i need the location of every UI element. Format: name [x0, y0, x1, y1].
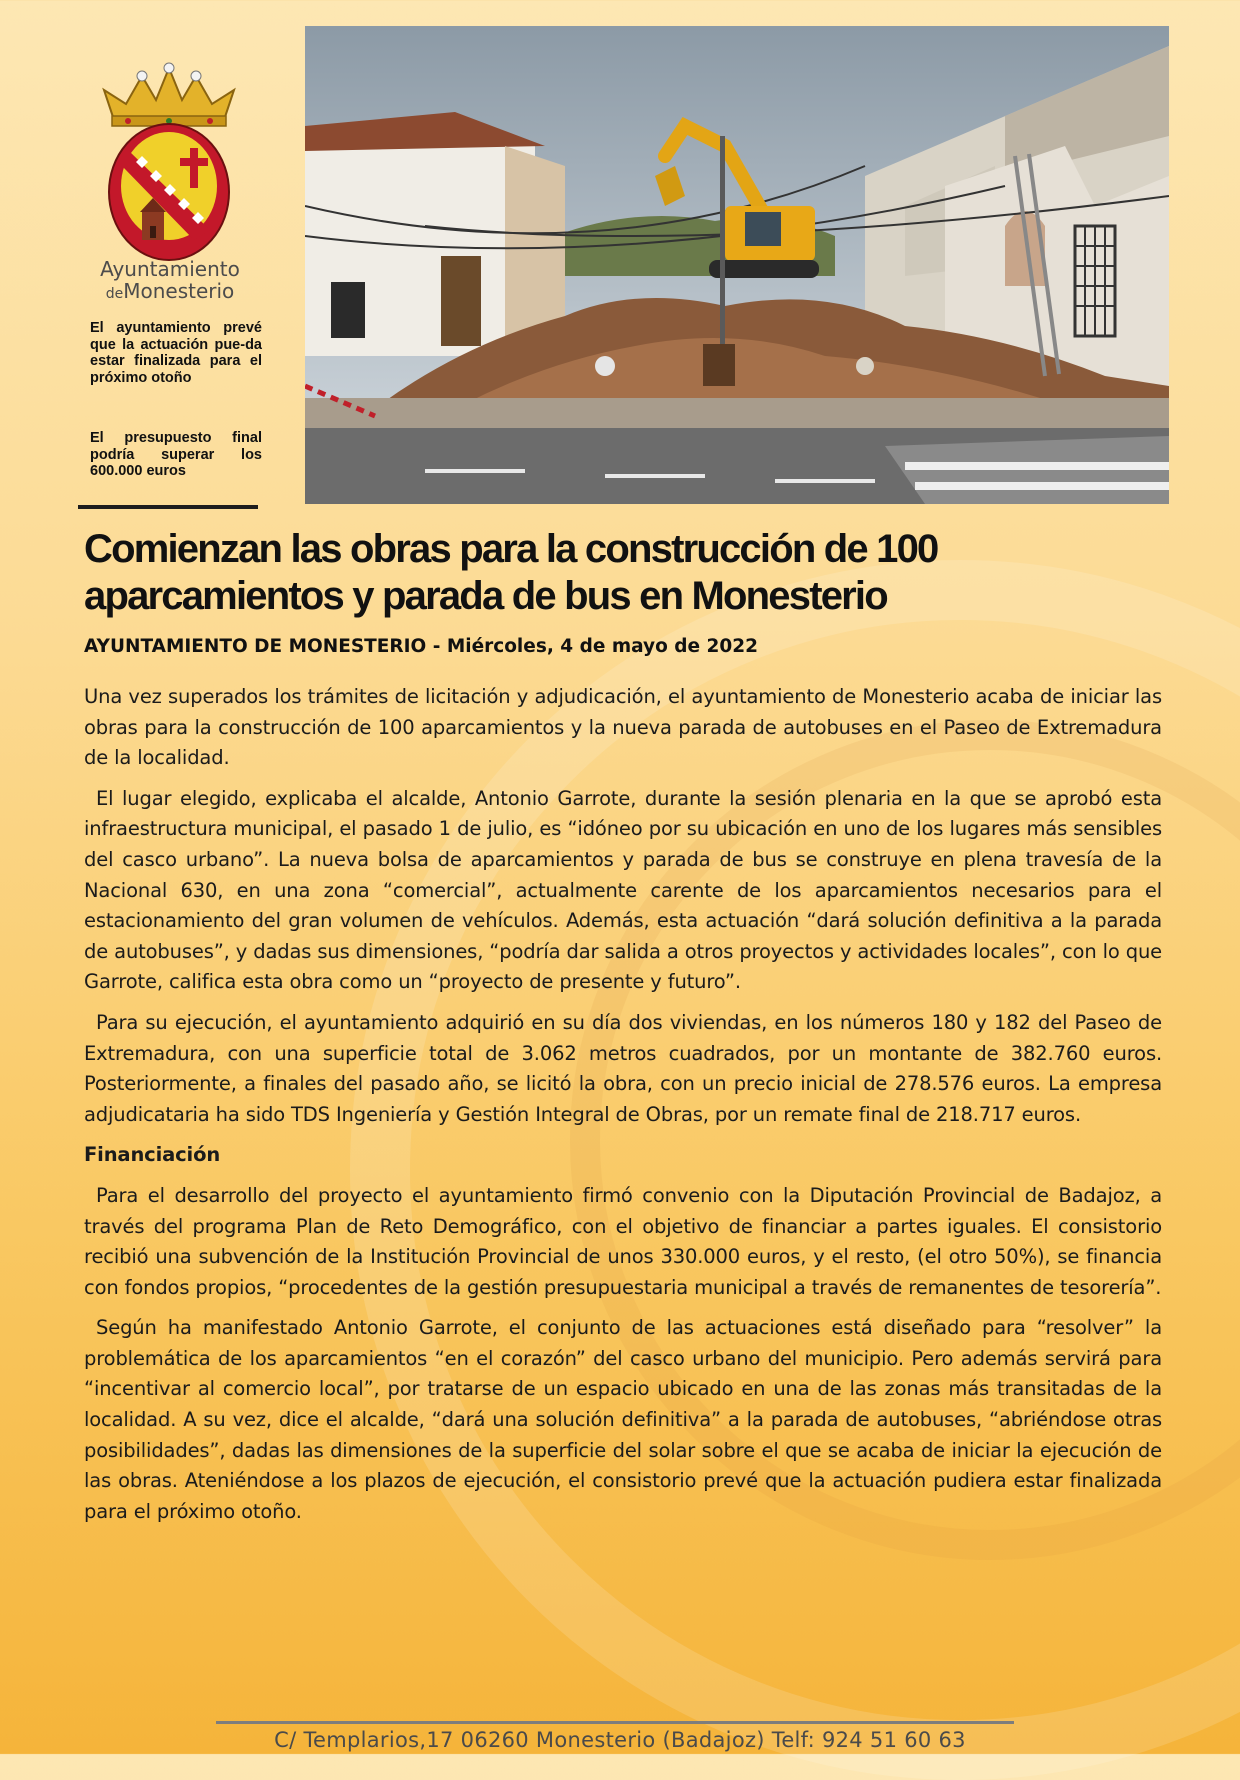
wordmark-line1: Ayuntamiento: [100, 257, 240, 281]
footer-divider: [216, 1721, 1014, 1724]
municipality-wordmark: [80, 258, 260, 305]
sidenote-timeline: El ayuntamiento prevé que la actuación pue-da estar finalizada para el próximo otoño: [90, 320, 262, 386]
wordmark-prefix: de: [105, 286, 124, 302]
footer-address: C/ Templarios,17 06260 Monesterio (Badajoz) Telf: 924 51 60 63: [274, 1728, 966, 1752]
paragraph: Para el desarrollo del proyecto el ayuntamiento firmó convenio con la Diputación Provincial de Badajoz, a través del programa Plan de Reto Demográfico, con el objetivo de financiar a partes iguales. El consistorio recibió una subvención de la Institución Provincial de unos 330.000 euros, y el resto, (el otro 50%), se financia con fondos propios, “procedentes de la gestión presupuestaria municipal a través de remanentes de tesorería”.: [84, 1183, 1162, 1299]
paragraph: El lugar elegido, explicaba el alcalde, Antonio Garrote, durante la sesión plenaria en la que se aprobó esta infraestructura municipal, el pasado 1 de julio, es “idóneo por su ubicación en uno de los lugares más sensibles del casco urbano”. La nueva bolsa de aparcamientos y parada de bus se construye en plena travesía de la Nacional 630, en una zona “comercial”, actualmente carente de los aparcamientos necesarios para el estacionamiento del gran volumen de vehículos. Además, esta actuación “dará solución definitiva a la parada de autobuses”, y dadas sus dimensiones, “podría dar salida a otros proyectos y actividades locales”, con lo que Garrote, califica esta obra como un “proyecto de presente y futuro”.: [84, 786, 1162, 994]
article-body: [84, 682, 1162, 1537]
article-title: Comienzan las obras para la construcción de 100 aparcamientos y parada de bus en Monesterio: [84, 527, 938, 618]
paragraph: Una vez superados los trámites de licitación y adjudicación, el ayuntamiento de Monesterio acaba de iniciar las obras para la construcción de 100 aparcamientos y la nueva parada de autobuses en el Paseo de Extremadura de la localidad.: [84, 685, 1162, 770]
article-byline: AYUNTAMIENTO DE MONESTERIO - Miércoles, 4 de mayo de 2022: [84, 636, 758, 657]
sidebar-divider: [78, 505, 258, 509]
article-photo: [305, 26, 1169, 504]
paragraph: Para su ejecución, el ayuntamiento adquirió en su día dos viviendas, en los números 180 y 182 del Paseo de Extremadura, con una superficie total de 3.062 metros cuadrados, por un montante de 382.760 euros. Posteriormente, a finales del pasado año, se licitó la obra, con un precio inicial de 278.576 euros. La empresa adjudicataria ha sido TDS Ingeniería y Gestión Integral de Obras, por un remate final de 218.717 euros.: [84, 1010, 1162, 1126]
wordmark-line2: Monesterio: [123, 279, 235, 303]
paragraph: Según ha manifestado Antonio Garrote, el conjunto de las actuaciones está diseñado para “resolver” la problemática de los aparcamientos “en el corazón” del casco urbano del municipio. Pero además servirá para “incentivar al comercio local”, por tratarse de un espacio ubicado en una de las zonas más transitadas de la localidad. A su vez, dice el alcalde, “dará una solución definitiva” a la parada de autobuses, “abriéndose otras posibilidades”, dadas las dimensiones de la superficie del solar sobre el que se acaba de iniciar la ejecución de las obras. Ateniéndose a los plazos de ejecución, el consistorio prevé que la actuación pudiera estar finalizada para el próximo otoño.: [84, 1316, 1162, 1523]
sidenote-budget: El presupuesto final podría superar los 600.000 euros: [90, 430, 262, 479]
section-heading: Financiación: [84, 1143, 221, 1167]
